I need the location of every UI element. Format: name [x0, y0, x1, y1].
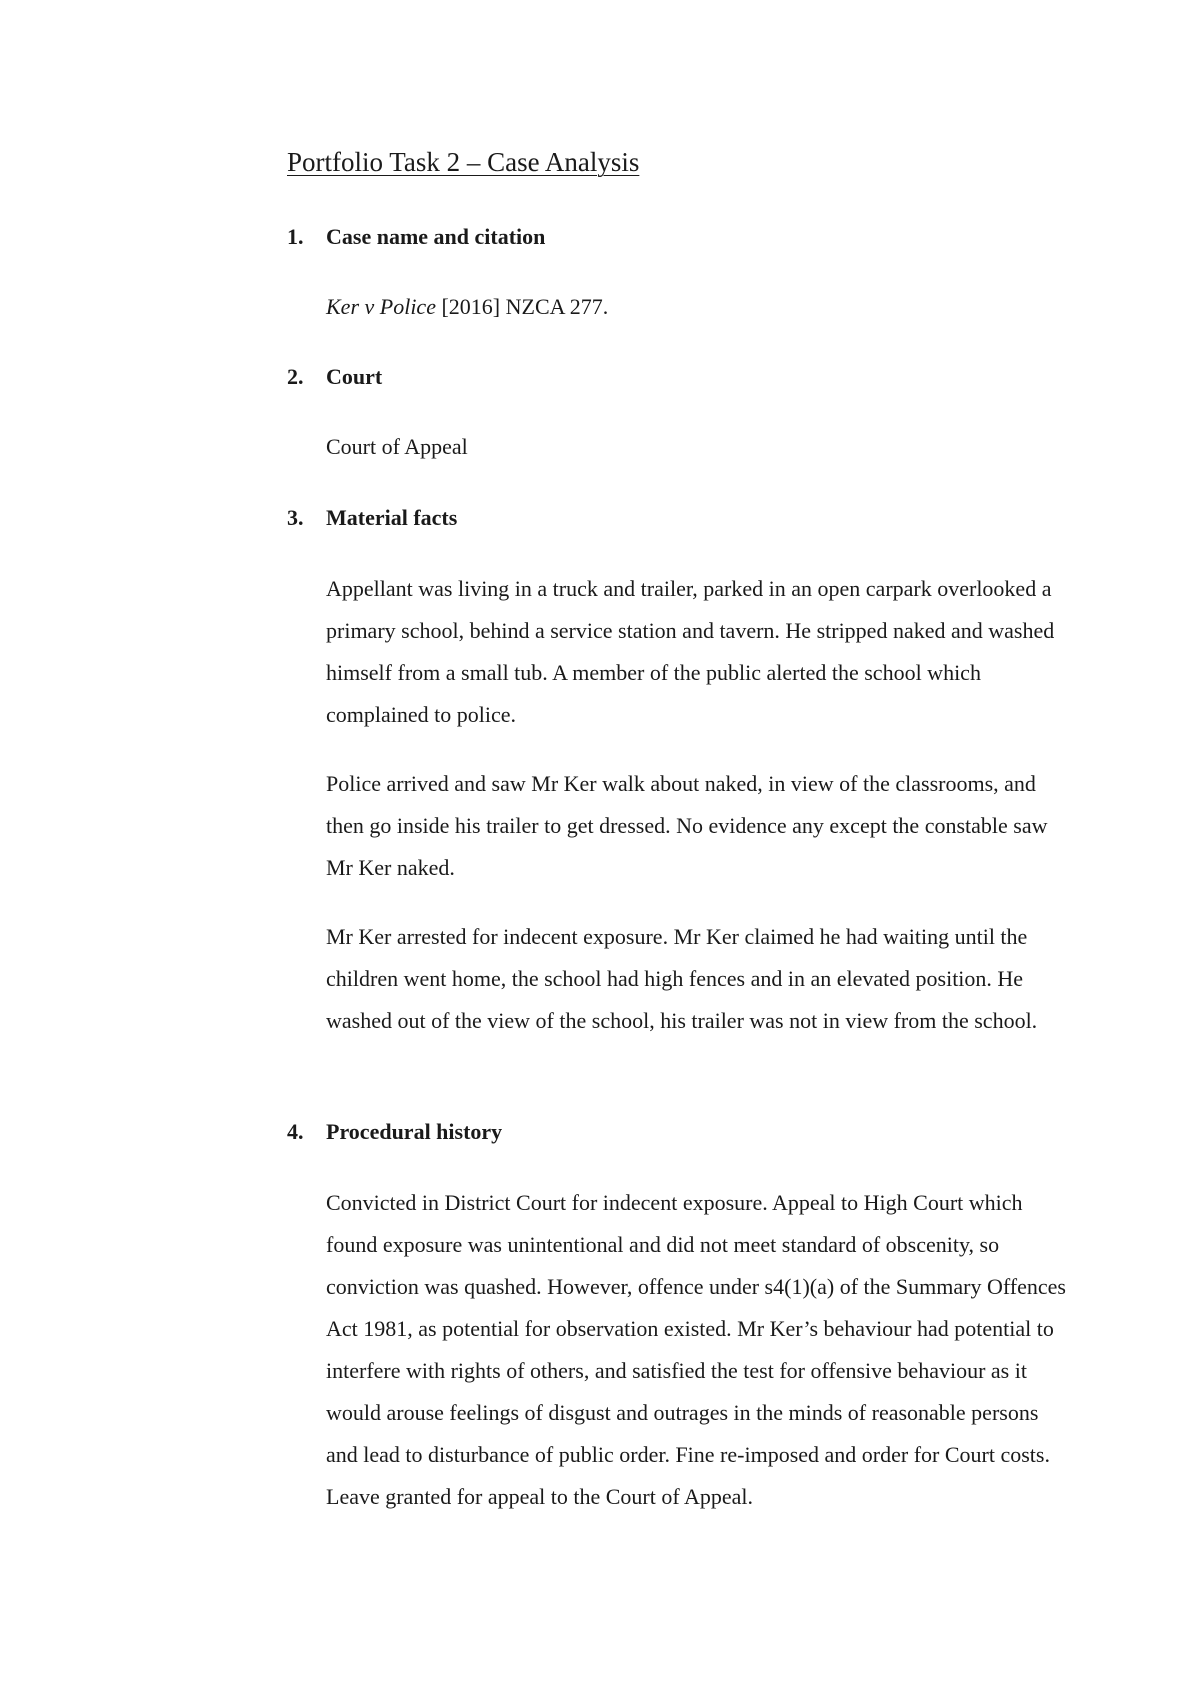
procedural-history-paragraph: Convicted in District Court for indecent exposure. Appeal to High Court which found exposure was unintentional and did not meet standard of obscenity, so conviction was quashed. However, offence under s4(1)(a) of the Summary Offences Act 1981, as potential for observation existed. Mr Ker’s behaviour had potential to interfere with rights of others, and satisfied the test for offensive behaviour as it would arouse feelings of disgust and outrages in the minds of reasonable persons and lead to disturbance of public order. Fine re-imposed and order for Court costs. Leave granted for appeal to the Court of Appeal.: [326, 1190, 1066, 1509]
court-name: Court of Appeal: [326, 434, 468, 459]
material-facts-paragraph-3: Mr Ker arrested for indecent exposure. Mr Ker claimed he had waiting until the children went home, the school had high fences and in an elevated position. He washed out of the view of the school, his trailer was not in view from the school.: [326, 924, 1038, 1033]
section-number: 1.: [287, 224, 304, 249]
document-title: Portfolio Task 2 – Case Analysis: [287, 147, 640, 177]
case-name: Ker v Police: [326, 294, 436, 319]
section-heading-text: Court: [326, 364, 383, 389]
section-heading-text: Procedural history: [326, 1119, 503, 1144]
material-facts-paragraph-2: Police arrived and saw Mr Ker walk about naked, in view of the classrooms, and then go inside his trailer to get dressed. No evidence any except the constable saw Mr Ker naked.: [326, 771, 1048, 880]
section-heading-material-facts: [287, 503, 457, 533]
section-number: 4.: [287, 1119, 304, 1144]
material-facts-paragraph-1: Appellant was living in a truck and trailer, parked in an open carpark overlooked a primary school, behind a service station and tavern. He stripped naked and washed himself from a small tub. A member of the public alerted the school which complained to police.: [326, 576, 1055, 727]
section-heading-text: Material facts: [326, 505, 458, 530]
section-heading-procedural-history: [287, 1117, 502, 1147]
case-citation: [326, 286, 1066, 328]
section-number: 2.: [287, 364, 304, 389]
section-heading-court: [287, 362, 382, 392]
citation-text: [2016] NZCA 277.: [435, 294, 609, 319]
section-heading-text: Case name and citation: [326, 224, 546, 249]
section-heading-case-name: [287, 222, 545, 252]
section-number: 3.: [287, 505, 304, 530]
